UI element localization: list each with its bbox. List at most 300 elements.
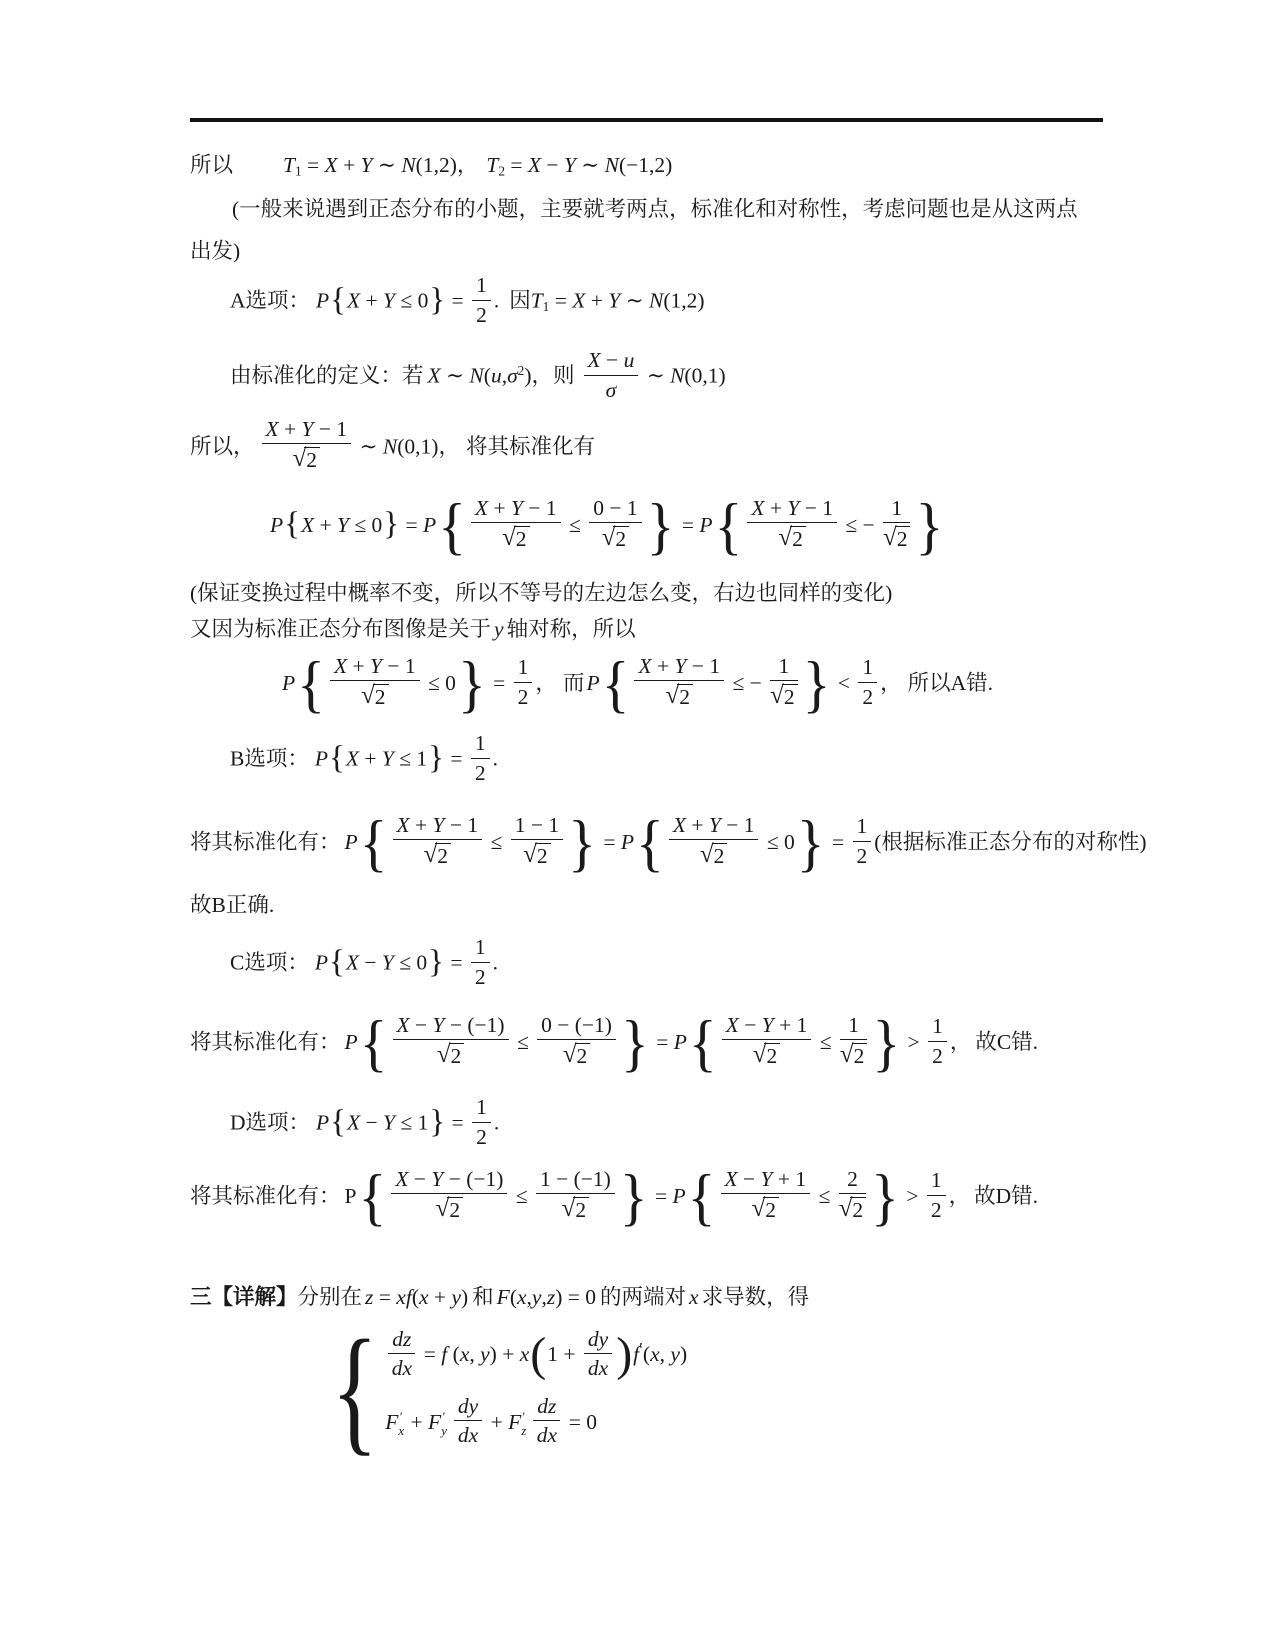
text-run: − 1 [381, 653, 416, 678]
text-run: + [347, 653, 371, 678]
numerator [839, 1167, 866, 1194]
right-brace: } [802, 647, 831, 720]
left-brace: { [284, 505, 300, 542]
denominator [584, 1354, 612, 1380]
text-run: − [409, 1012, 433, 1037]
text-run: ∼ [575, 153, 605, 178]
math-variable: P [423, 512, 437, 537]
text-run: 0 − 1 [593, 495, 638, 520]
right-brace: } [872, 1006, 901, 1079]
fraction [721, 1167, 811, 1224]
math-variable: X [725, 1012, 739, 1037]
subscript: 1 [542, 299, 550, 315]
text-run: 1 [891, 495, 903, 520]
line-content [270, 489, 945, 562]
text-run: ≤ 0 [348, 512, 383, 537]
numerator [533, 1394, 560, 1421]
text-run: ≤ [485, 829, 508, 854]
radical-sign: √ [436, 1040, 451, 1068]
radicand: 2 [613, 526, 629, 551]
math-variable: σ [605, 377, 617, 402]
text-run: = [505, 153, 528, 178]
radicand: 2 [373, 684, 389, 709]
prime-mark: ′ [399, 1410, 403, 1425]
math-variable: z [546, 1284, 556, 1309]
text-run: ≤ [814, 1029, 837, 1054]
math-variable: F [385, 1409, 399, 1434]
radical [770, 683, 797, 711]
radicand: 2 [573, 1197, 589, 1222]
right-brace: } [428, 739, 444, 776]
math-variable: N [382, 433, 398, 458]
math-variable: X [300, 512, 315, 537]
radicand: 2 [677, 684, 693, 709]
text-run: ， [949, 1029, 972, 1054]
radicand: 2 [850, 1197, 866, 1222]
numerator [928, 1014, 947, 1041]
math-variable: P [673, 1029, 687, 1054]
math-variable: F [508, 1409, 522, 1434]
text-run: (根据标准正态分布的对称性) [874, 829, 1147, 854]
text-run: ( [509, 1284, 517, 1309]
numerator [722, 1013, 812, 1040]
right-brace: } [915, 489, 944, 562]
math-variable: N [670, 363, 685, 388]
fraction [471, 496, 561, 553]
text-run: 1 [476, 1095, 487, 1120]
text-run: 将其标准化有： [190, 829, 341, 854]
radical-sign: √ [770, 681, 784, 709]
numerator [853, 814, 872, 841]
text-run: ∼ [354, 433, 383, 458]
math-variable: P [672, 1183, 686, 1208]
text-run: . [492, 746, 498, 771]
numerator [927, 1168, 946, 1195]
line-option-a [230, 270, 705, 336]
math-variable: X [345, 950, 359, 975]
math-variable: x [459, 1342, 470, 1367]
text-run: 1 + [547, 1342, 581, 1367]
math-variable: P [586, 670, 600, 695]
text-run: ≤ [511, 1029, 535, 1054]
system-left-brace: { [331, 1312, 379, 1468]
math-variable: Y [431, 1166, 444, 1191]
math-variable: X [427, 363, 441, 388]
math-variable: Y [381, 746, 394, 771]
left-brace: { [635, 806, 664, 879]
text-run: + [278, 416, 302, 441]
text-run: . [492, 950, 498, 975]
denominator [388, 1354, 415, 1380]
line-part3-heading [190, 1278, 809, 1312]
sup-sub-stack [441, 1411, 447, 1438]
text-run: = 0 [563, 1409, 598, 1434]
text-run: 1 [517, 655, 529, 680]
math-variable: X [347, 288, 361, 313]
math-variable: Y [608, 288, 621, 313]
math-variable: X [638, 653, 652, 678]
fraction [471, 935, 490, 988]
text-run: − 1 [686, 653, 721, 678]
radical [436, 1196, 463, 1224]
radical-sign: √ [435, 1194, 450, 1222]
fraction [393, 813, 483, 870]
text-run: ≤ 0 [395, 288, 429, 313]
math-variable: y [531, 1284, 542, 1309]
radical [700, 842, 727, 870]
text-run: 2 [856, 843, 868, 868]
system-equation-1 [385, 1326, 688, 1383]
text-run: 将其标准化有： [190, 1029, 341, 1054]
fraction [388, 1327, 415, 1380]
text-run: 2 [847, 1166, 858, 1191]
math-variable: dz [392, 1326, 412, 1351]
text-run: + [764, 495, 788, 520]
math-variable: Y [301, 416, 314, 441]
math-variable: F [428, 1409, 442, 1434]
left-brace: { [330, 1103, 347, 1140]
text-run: A选项： [230, 288, 311, 313]
radicand: 2 [895, 526, 911, 551]
text-run: ( [642, 1342, 651, 1367]
left-brace: { [359, 1006, 388, 1079]
line-content [190, 1280, 809, 1311]
denominator [928, 1042, 947, 1068]
text-run: 1 [932, 1014, 943, 1039]
text-run: 和 [472, 1284, 494, 1309]
left-brace: { [714, 489, 743, 562]
radical-sign: √ [838, 1194, 853, 1222]
denominator [589, 523, 641, 553]
fraction [393, 1013, 509, 1070]
text-run: ≤ [510, 1183, 533, 1208]
text-run: > [901, 1183, 924, 1208]
text-run: > [902, 1029, 926, 1054]
math-variable: dy [457, 1394, 479, 1418]
line-equation-a-conclusion [282, 648, 993, 722]
math-variable: Y [674, 653, 687, 678]
text-run: 求导数，得 [701, 1284, 810, 1309]
line-standardization-definition [230, 342, 726, 414]
text-run: 1 [856, 814, 868, 839]
math-variable: dx [536, 1423, 557, 1448]
line-symmetry-statement [190, 612, 636, 642]
text-run: B选项： [230, 746, 309, 771]
text-run: + [488, 495, 512, 520]
numerator [393, 1013, 509, 1040]
line-content [385, 1326, 688, 1382]
radical-sign: √ [502, 523, 516, 551]
numerator [471, 496, 561, 523]
fraction [533, 1394, 560, 1447]
text-run: 又因为标准正态分布图像是关于 [190, 616, 492, 641]
text-run: 2 [862, 684, 874, 709]
subscript: x [398, 1423, 405, 1438]
line-content [282, 647, 993, 720]
line-content [190, 612, 636, 643]
text-run: − [360, 1110, 384, 1135]
sup-sub-stack [398, 1411, 404, 1438]
math-variable: Y [337, 512, 349, 537]
denominator [770, 681, 797, 711]
text-run: = [444, 950, 468, 975]
denominator [393, 840, 483, 870]
numerator [391, 1167, 507, 1194]
text-run: ) = 0 [555, 1284, 596, 1309]
denominator [262, 444, 352, 474]
text-run: ， [438, 433, 460, 458]
text-run: + 1 [772, 1166, 807, 1191]
fraction [839, 1167, 866, 1224]
radical [840, 1042, 867, 1070]
math-variable: x [650, 1342, 660, 1367]
note-text-2: 出发) [190, 238, 241, 263]
text-run: ， [456, 153, 479, 178]
math-variable: dy [587, 1326, 609, 1351]
line-standardize-statement [190, 414, 595, 482]
right-brace: } [620, 1006, 649, 1079]
radicand: 2 [304, 447, 320, 472]
left-brace: { [358, 1160, 387, 1233]
numerator [471, 731, 490, 758]
text-run: − 1 [720, 812, 755, 837]
right-brace: } [429, 1103, 446, 1140]
denominator [471, 759, 490, 785]
math-variable: Y [432, 1012, 445, 1037]
text-run: , [659, 1342, 671, 1367]
text-run: ， [948, 1183, 971, 1208]
numerator [330, 654, 420, 681]
line-content [190, 1160, 1039, 1233]
text-run: + [314, 512, 338, 537]
left-brace: { [328, 739, 345, 776]
math-variable: x [519, 1342, 530, 1367]
note-text-1: (一般来说遇到正态分布的小题，主要就考两点，标准化和对称性，考虑问题也是从这两点 [232, 196, 1078, 221]
text-run: = [301, 153, 325, 178]
denominator [634, 681, 724, 711]
denominator [471, 523, 561, 553]
radical [437, 1042, 464, 1070]
text-run: = [444, 746, 468, 771]
math-variable: N [469, 363, 484, 388]
text-run: 0 − (−1) [541, 1012, 612, 1037]
text-run: 1 [848, 1012, 859, 1037]
prime-mark: ′ [639, 1339, 643, 1359]
math-variable: P [344, 829, 358, 854]
math-variable: Y [708, 812, 721, 837]
line-option-d [230, 1092, 499, 1158]
text-run: ( [411, 1284, 419, 1309]
denominator [471, 963, 490, 989]
text-run: 2 [932, 1043, 943, 1068]
radical [778, 525, 805, 553]
denominator [858, 683, 877, 709]
radical [523, 842, 550, 870]
line-equation-a [270, 490, 945, 564]
text-run: ≤ 1 [395, 1110, 429, 1135]
text-run: − [541, 153, 564, 178]
text-run: ∼ [641, 363, 671, 388]
math-variable: P [282, 670, 296, 695]
text-run: , [541, 1284, 547, 1309]
math-variable: P [314, 746, 328, 771]
denominator [514, 683, 533, 709]
text-run: − [408, 1166, 432, 1191]
math-variable: X [672, 812, 686, 837]
numerator [770, 654, 797, 681]
text-run: − [737, 1166, 761, 1191]
text-run: 由标准化的定义：若 [230, 363, 424, 388]
text-run: + [337, 153, 361, 178]
denominator [472, 1123, 491, 1149]
math-variable: xf [396, 1284, 412, 1309]
radicand: 2 [763, 1197, 779, 1222]
numerator [514, 655, 533, 682]
text-run: ≤ [813, 1183, 836, 1208]
text-run: . [493, 288, 500, 313]
line-content [230, 935, 498, 991]
math-variable: T [283, 153, 295, 178]
fraction [584, 1327, 612, 1380]
text-run: 2 [517, 684, 529, 709]
radical-sign: √ [665, 681, 680, 709]
line-content [230, 1095, 500, 1151]
text-run: + [409, 812, 433, 837]
line-option-c [230, 932, 498, 998]
math-variable: f [441, 1342, 448, 1367]
line-equation-b [190, 806, 1147, 882]
math-variable: Y [787, 495, 800, 520]
numerator [858, 655, 877, 682]
left-paren: ( [530, 1328, 547, 1382]
text-run: 1 [930, 1168, 942, 1193]
denominator [722, 1040, 812, 1070]
text-run: ∼ [620, 288, 649, 313]
right-brace: } [796, 806, 825, 879]
math-variable: X [396, 812, 410, 837]
math-variable: P [316, 1110, 330, 1135]
line-conclusion-b [190, 888, 274, 918]
line-content [385, 1394, 598, 1448]
radicand: 2 [712, 843, 728, 868]
line-note-probability-invariant [190, 576, 892, 606]
math-variable: Y [370, 653, 382, 678]
denominator [511, 840, 563, 870]
fraction [536, 1167, 615, 1224]
fraction [858, 655, 877, 708]
left-brace: { [359, 806, 388, 879]
prime-mark: ′ [522, 1410, 526, 1425]
math-variable: Y [381, 950, 394, 975]
line-conclusion-t1-t2 [190, 146, 672, 182]
text-run: , [469, 1342, 481, 1367]
text-run: 2 [930, 1197, 942, 1222]
math-variable: X [333, 653, 348, 678]
fraction [722, 1013, 812, 1070]
numerator [471, 935, 490, 962]
numerator [584, 348, 639, 375]
fraction [330, 654, 420, 711]
denominator [454, 1421, 482, 1447]
fraction [472, 1095, 491, 1148]
numerator [536, 1167, 615, 1194]
text-run: 2 [474, 964, 486, 989]
bold-text: 三【详解】 [190, 1284, 298, 1309]
line-option-b [230, 728, 498, 794]
text-run: = [446, 1110, 470, 1135]
text-run: . [493, 1110, 500, 1135]
radical-sign: √ [523, 840, 537, 868]
math-variable: F [496, 1284, 510, 1309]
numerator [472, 1095, 491, 1122]
prime-mark: ′ [442, 1410, 446, 1425]
math-variable: P [620, 829, 634, 854]
text-run: 2 [476, 1124, 487, 1149]
text-run: < [832, 670, 856, 695]
math-variable: T [530, 288, 543, 313]
denominator [747, 523, 837, 553]
math-variable: y [480, 1342, 490, 1367]
text-run: 将其标准化有： [190, 1183, 341, 1208]
right-paren: ) [616, 1328, 633, 1382]
text-run: 1 [862, 655, 874, 680]
sup-sub-stack [521, 1411, 526, 1438]
denominator [584, 376, 639, 402]
numerator [589, 496, 641, 523]
radical-sign: √ [778, 523, 793, 551]
radical [361, 683, 388, 711]
math-variable: N [604, 153, 620, 178]
system-equation-2 [385, 1394, 687, 1450]
denominator [533, 1421, 560, 1447]
text-run: − (−1) [444, 1012, 505, 1037]
text-run: 2 [474, 760, 486, 785]
left-brace: { [687, 1160, 716, 1233]
text-run: 的两端对 [600, 1284, 687, 1309]
text-run: = [826, 829, 850, 854]
text-run: + [358, 746, 382, 771]
denominator [853, 842, 872, 868]
radicand: 2 [535, 843, 551, 868]
text-run: ) + [489, 1342, 520, 1367]
text-run: ) [460, 1284, 469, 1309]
math-variable: dz [537, 1394, 557, 1418]
text-run: 故C错. [975, 1029, 1039, 1054]
denominator [330, 681, 420, 711]
denominator [839, 1194, 866, 1224]
math-variable: dx [391, 1355, 412, 1380]
math-variable: σ [507, 363, 518, 388]
radical-sign: √ [561, 1194, 576, 1222]
text-run: − 1 [799, 495, 833, 520]
text-run: ) [679, 1342, 688, 1367]
math-variable: x [689, 1284, 699, 1309]
denominator [393, 1040, 509, 1070]
text-run: + [485, 1409, 509, 1434]
system-rows [385, 1326, 688, 1450]
numerator [454, 1394, 482, 1421]
radical [602, 525, 629, 553]
subscript: y [441, 1423, 447, 1438]
fraction [511, 813, 563, 870]
left-brace: { [328, 943, 345, 980]
fraction [883, 496, 910, 553]
fraction [262, 417, 352, 474]
left-brace: { [330, 281, 347, 318]
radical [666, 683, 693, 711]
text-run: − [738, 1012, 762, 1037]
text-run: + [651, 653, 675, 678]
